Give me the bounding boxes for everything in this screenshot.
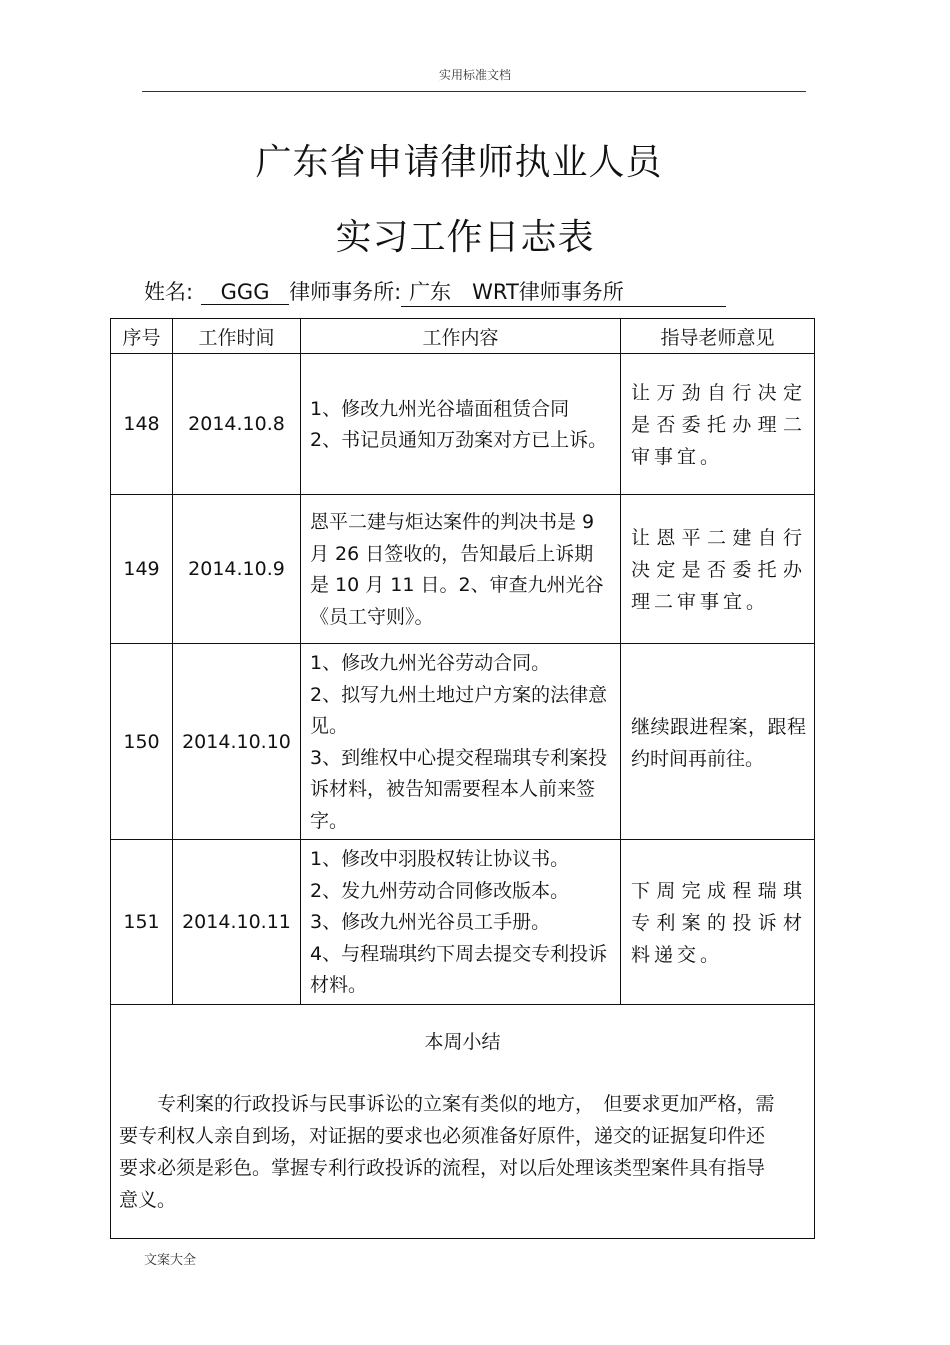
- content-line: 3、到维权中心提交程瑞琪专利案投诉材料，被告知需要程本人前来签字。: [310, 746, 608, 832]
- row-content: [301, 840, 621, 1005]
- name-value: GGG: [201, 280, 289, 305]
- header-rule: [142, 91, 806, 92]
- header-no: 序号: [111, 319, 173, 354]
- work-log-table: [110, 318, 815, 1239]
- summary-row: [111, 1004, 815, 1238]
- row-opinion: 下周完成程瑞琪专利案的投诉材料递交。: [621, 840, 815, 1005]
- header-content: 工作内容: [301, 319, 621, 354]
- row-date: 2014.10.10: [173, 644, 301, 840]
- content-line: 2、发九州劳动合同修改版本。: [310, 879, 570, 902]
- row-content: [301, 644, 621, 840]
- name-label: 姓名:: [144, 280, 194, 304]
- page-header: 实用标准文档: [438, 68, 511, 82]
- summary-cell: [111, 1004, 815, 1238]
- row-no: 150: [111, 644, 173, 840]
- row-content: [301, 354, 621, 495]
- row-date: 2014.10.8: [173, 354, 301, 495]
- row-opinion: 继续跟进程案，跟程约时间再前往。: [621, 644, 815, 840]
- title-line-2: 实习工作日志表: [335, 217, 595, 258]
- row-no: 149: [111, 495, 173, 644]
- header-opinion: 指导老师意见: [621, 319, 815, 354]
- content-line: 1、修改中羽股权转让协议书。: [310, 848, 570, 870]
- row-no: 148: [111, 354, 173, 495]
- table-row: [111, 840, 815, 1005]
- row-content: [301, 495, 621, 644]
- page-footer: 文案大全: [144, 1253, 197, 1268]
- firm-label: 律师事务所:: [289, 280, 402, 304]
- content-line: 1、修改九州光谷劳动合同。: [310, 652, 551, 674]
- content-line: 4、与程瑞琪约下周去提交专利投诉材料。: [310, 942, 608, 996]
- summary-title: 本周小结: [424, 1030, 501, 1053]
- table-row: [111, 644, 815, 840]
- table-row: [111, 495, 815, 644]
- content-line: 恩平二建与炬达案件的判决书是 9 月 26 日签收的，告知最后上诉期是 10 月 11 日。2、审查九州光谷《员工守则》。: [310, 511, 604, 628]
- table-row: [111, 354, 815, 495]
- table-header-row: [111, 319, 815, 354]
- content-line: 3、修改九州光谷员工手册。: [310, 911, 551, 933]
- firm-value: 广东 WRT律师事务所: [401, 276, 726, 307]
- title-line-1: 广东省申请律师执业人员: [255, 142, 663, 183]
- row-no: 151: [111, 840, 173, 1005]
- row-opinion: 让万劲自行决定是否委托办理二审事宜。: [621, 354, 815, 495]
- row-date: 2014.10.11: [173, 840, 301, 1005]
- content-line: 2、拟写九州土地过户方案的法律意见。: [310, 683, 608, 737]
- content-line: 2、书记员通知万劲案对方已上诉。: [310, 429, 608, 451]
- content-line: 1、修改九州光谷墙面租赁合同: [310, 397, 570, 420]
- row-opinion: 让恩平二建自行决定是否委托办理二审事宜。: [621, 495, 815, 644]
- info-line: [144, 276, 726, 307]
- row-date: 2014.10.9: [173, 495, 301, 644]
- summary-body: 专利案的行政投诉与民事诉讼的立案有类似的地方， 但要求更加严格，需要专利权人亲自到场，对证据的要求也必须准备好原件，递交的证据复印件还要求必须是彩色。掌握专利行政投诉的流程，对以后处理该类型案件具有指导意义。: [119, 1092, 775, 1211]
- header-date: 工作时间: [173, 319, 301, 354]
